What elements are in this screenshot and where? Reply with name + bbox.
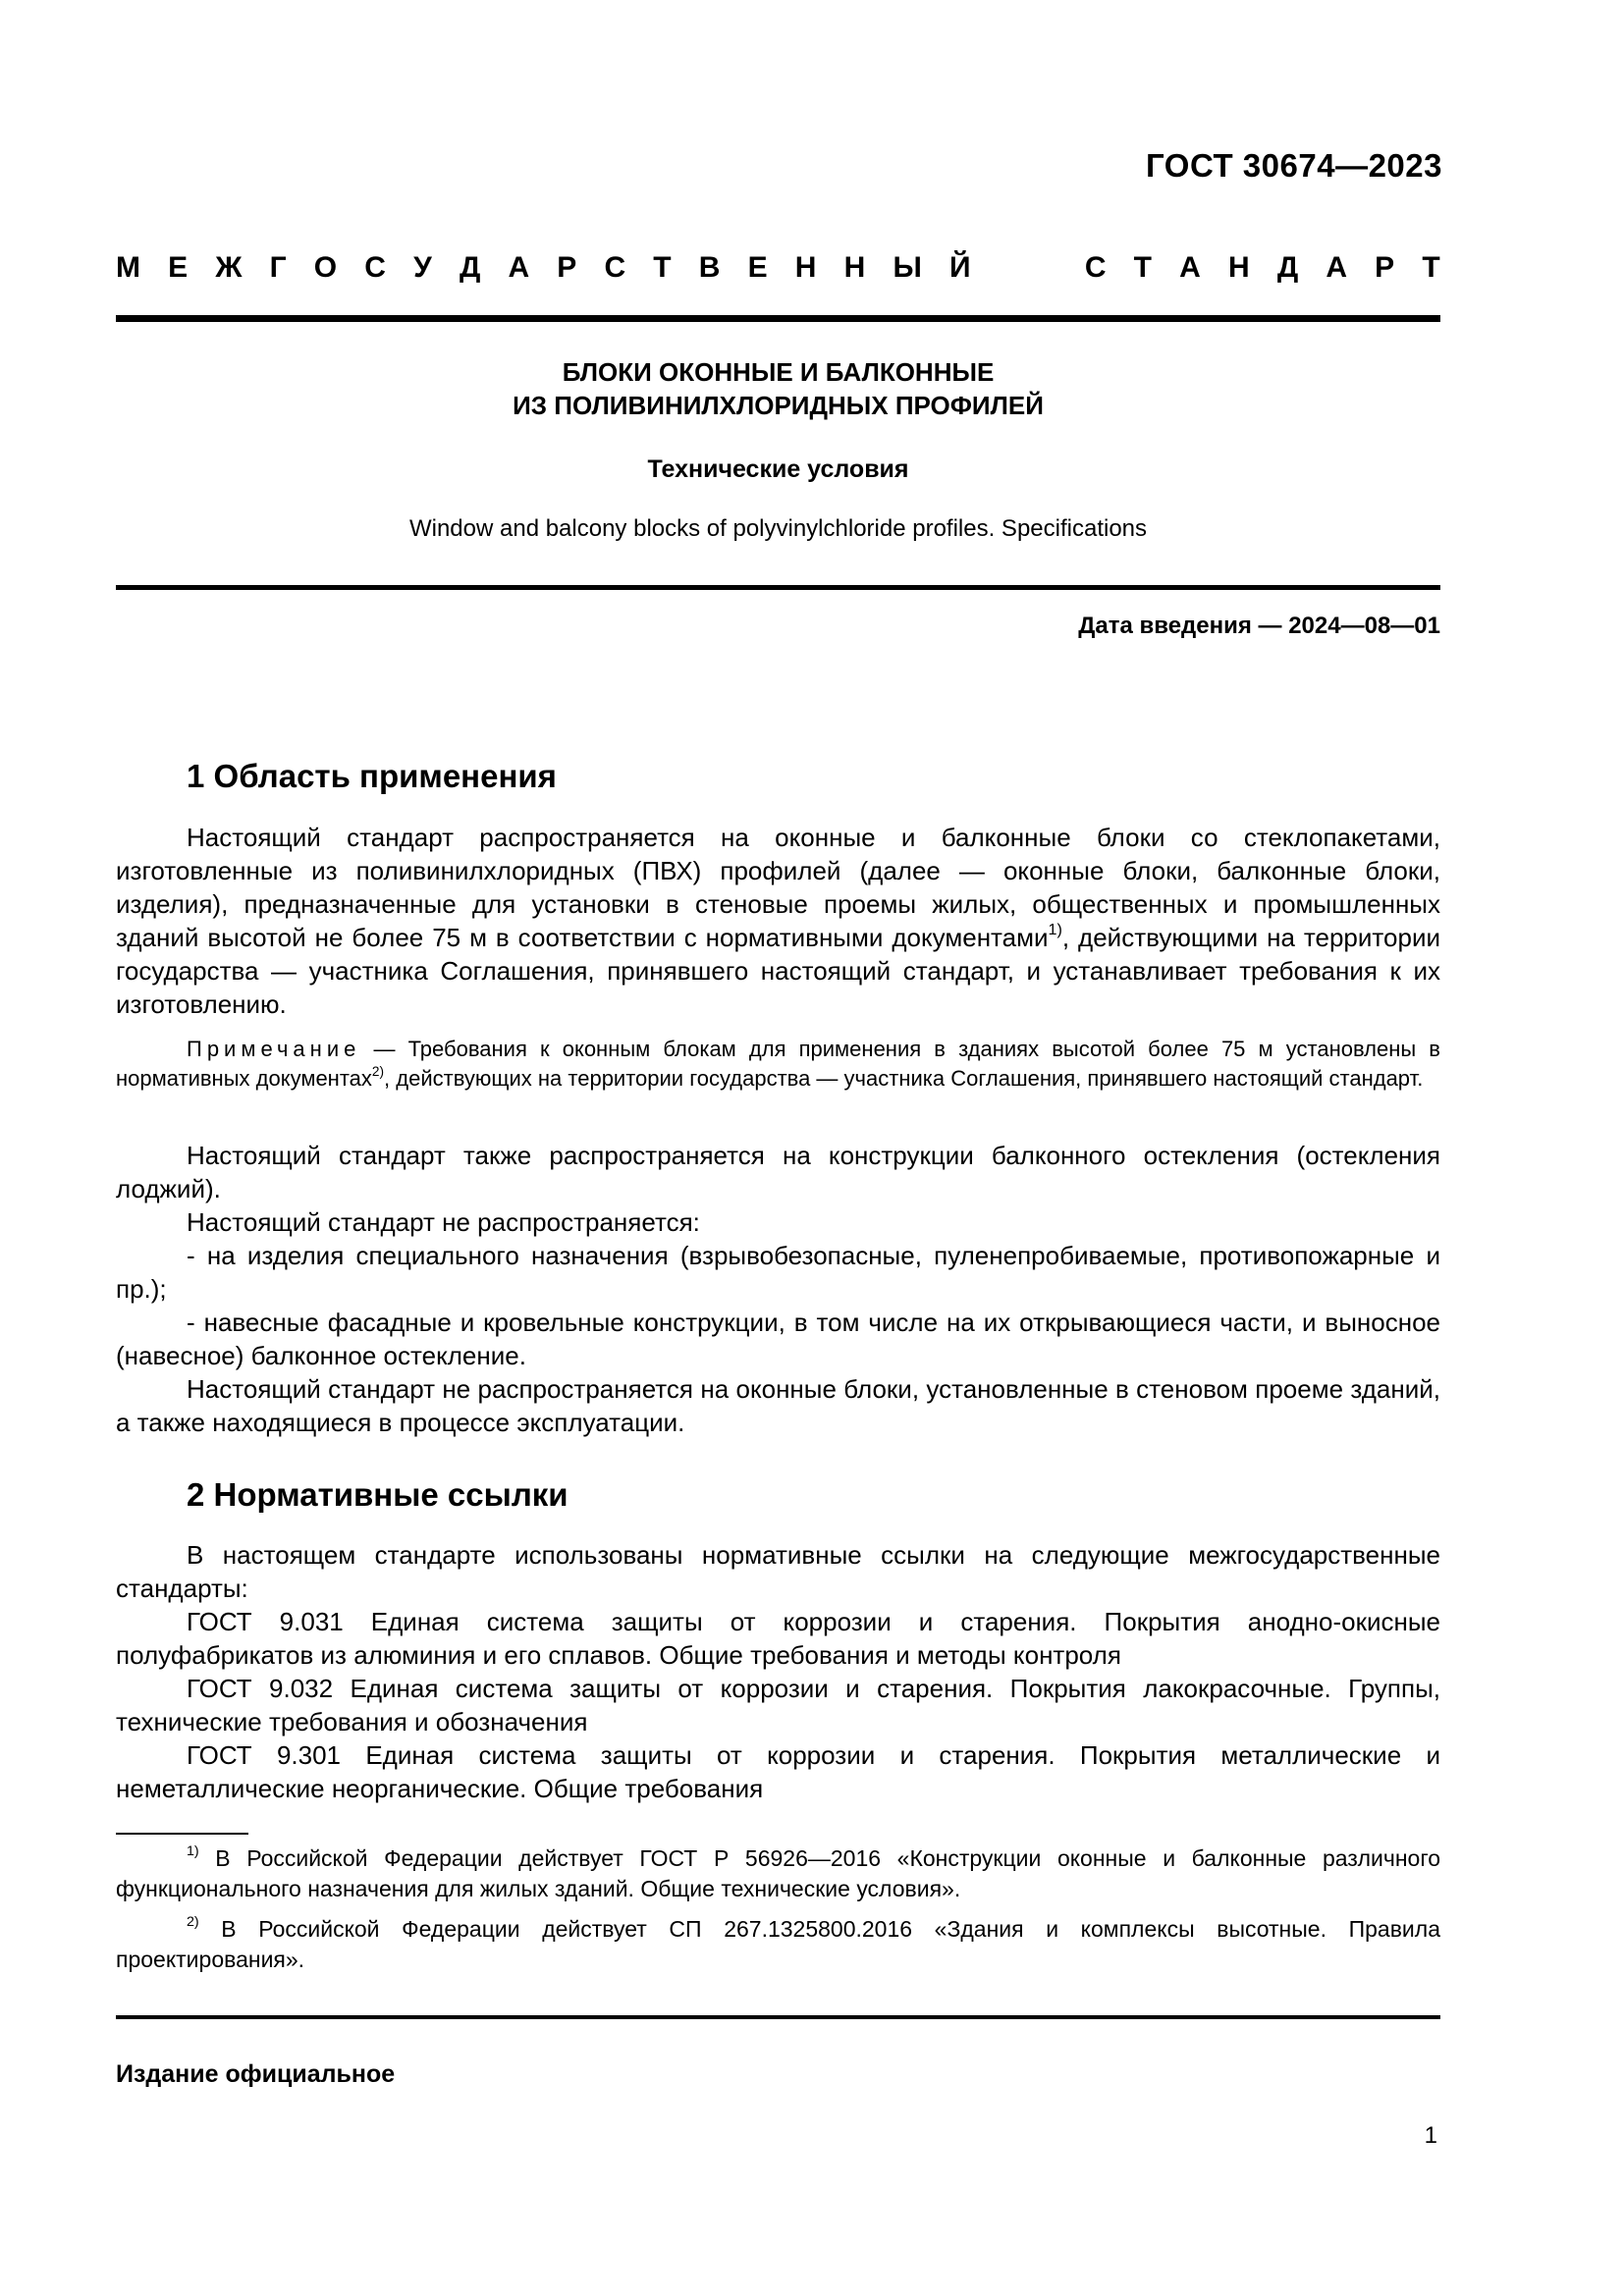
word-gap [999,251,1057,285]
exclusion-item-1: - на изделия специального назначения (взрывобезопасные, пуленепробиваемые, противопожарные и пр.); [116,1241,1440,1304]
interstate-letter: Е [747,251,768,284]
document-number: ГОСТ 30674—2023 [1146,147,1442,184]
interstate-letter: С [604,251,626,284]
interstate-letter: М [116,251,140,284]
scope-note: Примечание — Требования к оконным блокам для применения в зданиях высотой более 75 м установлены в нормативных документах$^{2)}$, действующих на территории государства — участника Соглашения, принявшего настоящий стандарт. [116,1037,1440,1091]
interstate-letter: В [698,251,721,284]
interstate-letter: Р [557,251,577,284]
interstate-letter: Н [843,251,866,284]
interstate-letter: Т [1133,251,1152,284]
interstate-letter: Р [1375,251,1395,284]
footnote-ref-1: 1) [1048,920,1062,938]
interstate-letter: Т [653,251,672,284]
interstate-letter: С [1084,251,1107,284]
official-edition-label: Издание официальное [116,2060,396,2088]
interstate-letter: С [364,251,386,284]
section-2-heading: 2 Нормативные ссылки [187,1476,568,1513]
interstate-letter: А [508,251,530,284]
section-1-heading: 1 Область применения [187,758,557,794]
note-label: Примечание [187,1037,361,1061]
interstate-letter: А [1179,251,1201,284]
footer-rule [116,2015,1440,2019]
top-rule [116,315,1440,322]
interstate-letter: Н [1227,251,1250,284]
footnote-2: $^{2)}$ В Российской Федерации действует СП 267.1325800.2016 «Здания и комплексы высотные. Правила проектирования». [116,1914,1440,1972]
interstate-letter: Т [1422,251,1440,284]
scope-paragraph: Настоящий стандарт распространяется на оконные и балконные блоки со стеклопакетами, изготовленные из поливинилхлоридных (ПВХ) профилей (далее — оконные блоки, балконные блоки, изделия), предназначенные для установки в стеновые проемы жилых, общественных и промышленных зданий высотой не более 75 м в соответствии с нормативными документами$^{1)}$, действующими на территории государства — участника Соглашения, принявшего настоящий стандарт, и устанавливает требования к их изготовлению. [116,823,1441,1019]
footnote-separator [116,1833,248,1835]
interstate-letter: Й [948,251,971,284]
footnote-1: $^{1)}$ В Российской Федерации действует ГОСТ Р 56926—2016 «Конструкции оконные и балконные различного функционального назначения для жилых зданий. Общие технические условия». [116,1843,1440,1901]
reference-item: ГОСТ 9.032 Единая система защиты от коррозии и старения. Покрытия лакокрасочные. Группы, технические требования и обозначения [116,1674,1440,1736]
interstate-letter: Г [269,251,287,284]
section-1-body [116,821,1440,1021]
interstate-standard-heading [116,251,1440,285]
introduction-date: Дата введения — 2024—08—01 [1078,613,1440,639]
page-number: 1 [1424,2122,1437,2149]
interstate-letter: А [1326,251,1348,284]
scope-paragraph-3: Настоящий стандарт не распространяется: [187,1207,700,1237]
english-title: Window and balcony blocks of polyvinylchloride profiles. Specifications [408,515,1148,542]
references-intro: В настоящем стандарте использованы нормативные ссылки на следующие межгосударственные стандарты: [116,1540,1440,1603]
interstate-letter: Е [168,251,189,284]
title-line-1: БЛОКИ ОКОННЫЕ И БАЛКОННЫЕ [562,357,995,387]
document-title [116,355,1440,422]
interstate-letter: У [413,251,432,284]
reference-item: ГОСТ 9.031 Единая система защиты от коррозии и старения. Покрытия анодно-окисные полуфабрикатов из алюминия и его сплавов. Общие требования и методы контроля [116,1607,1440,1670]
scope-paragraph-2: Настоящий стандарт также распространяется на конструкции балконного остекления (остекления лоджий). [116,1141,1440,1203]
section-1-body-continued [116,1139,1440,1439]
interstate-letter: Ы [893,251,922,284]
section-2-body [116,1538,1440,1805]
interstate-letter: О [313,251,338,284]
interstate-letter: Ж [215,251,243,284]
interstate-letter: Д [1276,251,1299,284]
exclusion-item-2: - навесные фасадные и кровельные конструкции, в том числе на их открывающиеся части, и выносное (навесное) балконное остекление. [116,1308,1440,1370]
document-subtitle: Технические условия [647,455,909,483]
interstate-letter: Д [459,251,481,284]
title-bottom-rule [116,585,1440,590]
scope-paragraph-4: Настоящий стандарт не распространяется на оконные блоки, установленные в стеновом проеме зданий, а также находящиеся в процессе эксплуатации. [116,1374,1440,1437]
reference-item: ГОСТ 9.301 Единая система защиты от коррозии и старения. Покрытия металлические и неметаллические неорганические. Общие требования [116,1740,1440,1803]
footnotes [116,1843,1440,1985]
title-line-2: ИЗ ПОЛИВИНИЛХЛОРИДНЫХ ПРОФИЛЕЙ [513,391,1044,420]
interstate-letter: Н [794,251,817,284]
footnote-ref-2: 2) [371,1063,385,1079]
